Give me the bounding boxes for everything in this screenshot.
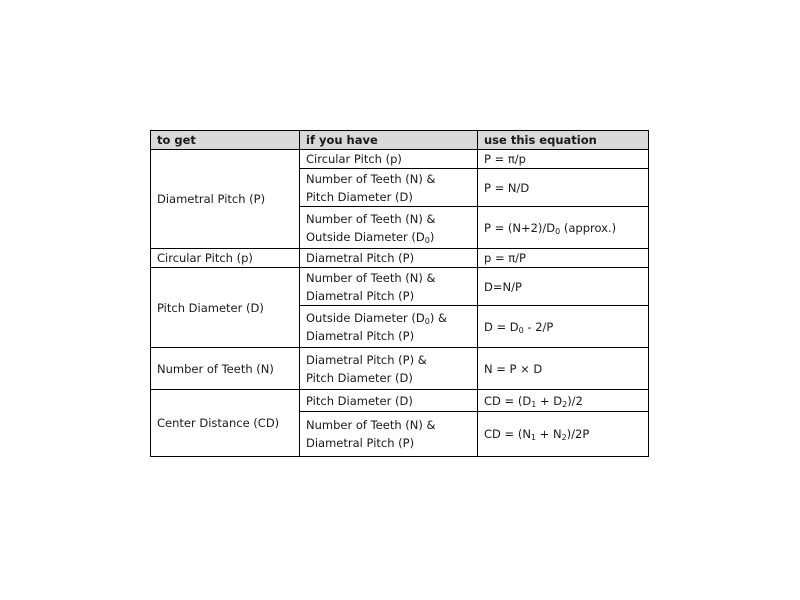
have-text: Outside Diameter (D [306,310,425,325]
table-row [151,268,649,306]
have-text-end: ) & Diametral Pitch (P) [306,310,447,343]
header-use-this-equation: use this equation [478,131,649,150]
subscript: 0 [424,235,430,245]
have-cell: Number of Teeth (N) & Diametral Pitch (P) [300,268,478,306]
subscript: 0 [424,316,430,326]
row-label-circular-pitch: Circular Pitch (p) [151,249,300,268]
have-text-end: ) [429,229,435,244]
have-cell: Number of Teeth (N) & Pitch Diameter (D) [300,169,478,207]
equation-text: P = (N+2)/D [484,220,556,235]
row-label-diametral-pitch: Diametral Pitch (P) [151,150,300,249]
row-label-number-of-teeth: Number of Teeth (N) [151,348,300,390]
equation-cell [478,412,649,457]
equation-cell [478,207,649,249]
equation-cell: P = π/p [478,150,649,169]
table-row [151,390,649,412]
row-label-pitch-diameter: Pitch Diameter (D) [151,268,300,348]
equation-text: D = D [484,319,519,334]
equation-text-end: - 2/P [523,319,554,334]
have-cell: Diametral Pitch (P) [300,249,478,268]
subscript: 0 [518,325,524,335]
equation-text-end: (approx.) [560,220,617,235]
row-label-center-distance: Center Distance (CD) [151,390,300,457]
have-cell: Pitch Diameter (D) [300,390,478,412]
equation-text-mid: + N [536,427,562,441]
equation-text: CD = (D [484,393,532,408]
have-cell [300,306,478,348]
subscript: 2 [561,433,567,442]
header-to-get: to get [151,131,300,150]
have-cell [300,207,478,249]
equation-text: CD = (N [484,427,531,441]
equation-cell [478,390,649,412]
subscript: 1 [530,433,537,442]
gear-equations-table [150,130,649,457]
subscript: 1 [531,399,537,409]
have-cell: Circular Pitch (p) [300,150,478,169]
subscript: 2 [562,399,568,409]
table-row [151,348,649,390]
have-text: Number of Teeth (N) & Outside Diameter (D [306,211,436,244]
equation-cell: N = P × D [478,348,649,390]
subscript: 0 [555,226,561,236]
equation-text-end: )/2 [567,393,583,408]
have-cell: Diametral Pitch (P) & Pitch Diameter (D) [300,348,478,390]
table-row [151,150,649,169]
equation-cell: D=N/P [478,268,649,306]
equation-cell: p = π/P [478,249,649,268]
equation-cell [478,306,649,348]
have-cell: Number of Teeth (N) & Diametral Pitch (P) [300,412,478,457]
equation-text-mid: + D [536,393,563,408]
table-row [151,249,649,268]
header-row [151,131,649,150]
equation-cell: P = N/D [478,169,649,207]
header-if-you-have: if you have [300,131,478,150]
equation-text-end: )/2P [566,427,590,441]
